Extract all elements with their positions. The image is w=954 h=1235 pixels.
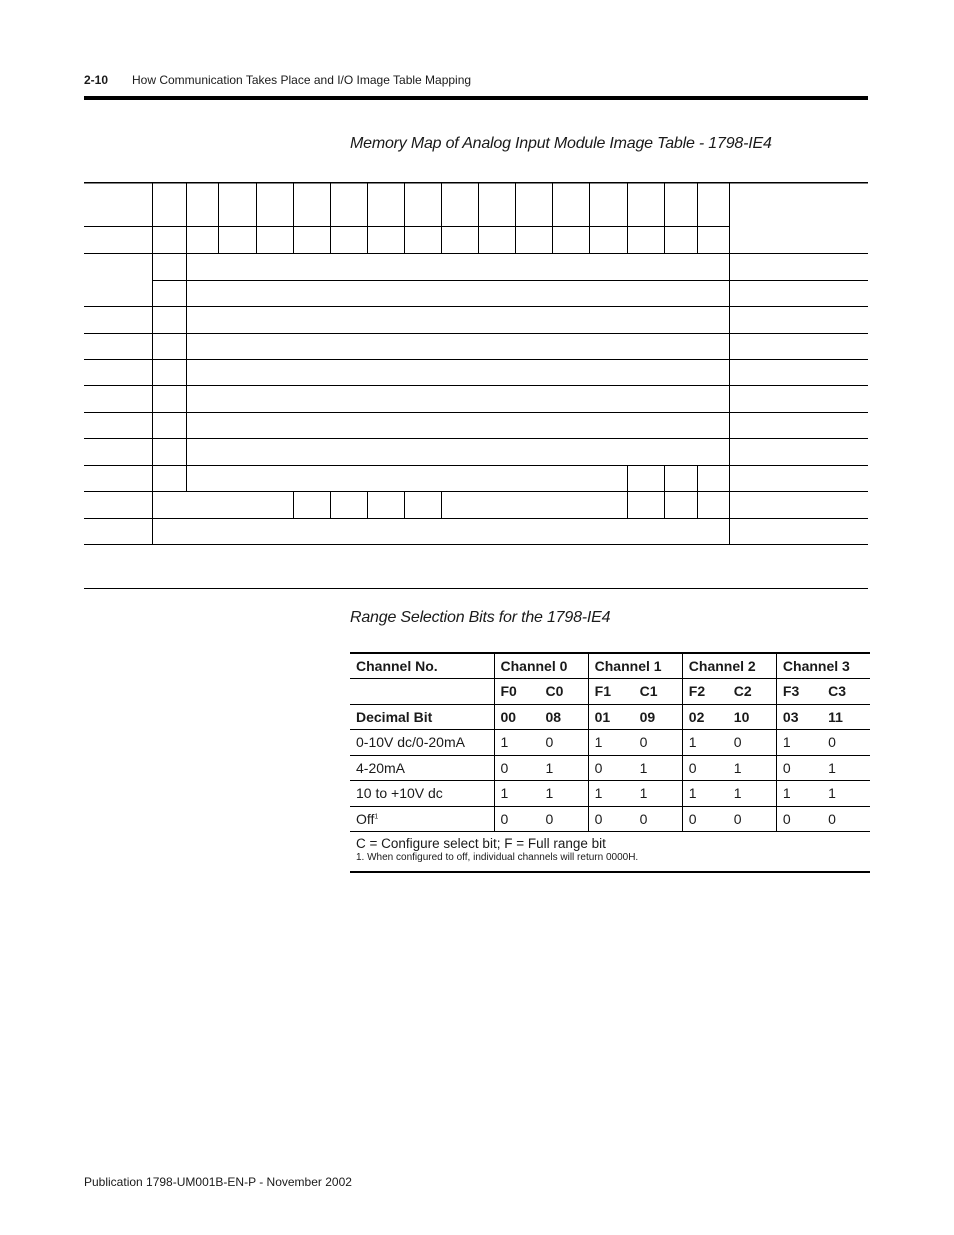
section-title: How Communication Takes Place and I/O Image Table Mapping bbox=[132, 73, 472, 87]
bit-value: 0 bbox=[822, 806, 870, 832]
channel-header-row bbox=[350, 653, 870, 679]
table-row bbox=[350, 755, 870, 781]
bit-legend: C = Configure select bit; F = Full range bit bbox=[356, 836, 606, 851]
bit-value: 1 bbox=[728, 755, 777, 781]
channel-no-label: Channel No. bbox=[350, 653, 494, 679]
bit-name-row bbox=[350, 679, 870, 705]
channel-header: Channel 0 bbox=[494, 653, 588, 679]
table-footnotes bbox=[350, 832, 870, 872]
decimal-bit-cell: 09 bbox=[634, 704, 683, 730]
decimal-bit-label: Decimal Bit bbox=[350, 704, 494, 730]
range-table-caption: Range Selection Bits for the 1798-IE4 bbox=[350, 609, 611, 626]
bit-value: 0 bbox=[822, 730, 870, 756]
bit-value: 0 bbox=[494, 806, 540, 832]
range-selection-table bbox=[350, 652, 870, 873]
bit-value: 0 bbox=[588, 755, 634, 781]
bit-value: 0 bbox=[540, 806, 589, 832]
bit-value: 0 bbox=[634, 806, 683, 832]
bit-value: 0 bbox=[588, 806, 634, 832]
bit-value: 1 bbox=[822, 755, 870, 781]
range-label: 10 to +10V dc bbox=[350, 781, 494, 807]
channel-header: Channel 1 bbox=[588, 653, 682, 679]
publication-footer: Publication 1798-UM001B-EN-P - November 2002 bbox=[84, 1175, 352, 1189]
bit-value: 0 bbox=[494, 755, 540, 781]
bit-value: 1 bbox=[776, 730, 822, 756]
bit-value: 1 bbox=[494, 781, 540, 807]
bit-value: 0 bbox=[776, 806, 822, 832]
range-label: 0-10V dc/0-20mA bbox=[350, 730, 494, 756]
bit-value: 1 bbox=[540, 781, 589, 807]
bit-value: 1 bbox=[682, 730, 728, 756]
bit-value: 0 bbox=[728, 730, 777, 756]
table-row bbox=[350, 781, 870, 807]
bit-value: 1 bbox=[634, 781, 683, 807]
decimal-bit-cell: 03 bbox=[776, 704, 822, 730]
decimal-bit-cell: 00 bbox=[494, 704, 540, 730]
bit-value: 1 bbox=[540, 755, 589, 781]
bit-value: 1 bbox=[634, 755, 683, 781]
decimal-bit-cell: 10 bbox=[728, 704, 777, 730]
bit-name-cell: F0 bbox=[494, 679, 540, 705]
memory-map-table bbox=[84, 182, 870, 592]
bit-name-cell: C3 bbox=[822, 679, 870, 705]
bit-value: 1 bbox=[728, 781, 777, 807]
bit-value: 0 bbox=[540, 730, 589, 756]
bit-value: 1 bbox=[588, 730, 634, 756]
bit-name-cell: C0 bbox=[540, 679, 589, 705]
bit-name-cell: F1 bbox=[588, 679, 634, 705]
range-label: 4-20mA bbox=[350, 755, 494, 781]
decimal-bit-row bbox=[350, 704, 870, 730]
page-number: 2-10 bbox=[84, 73, 109, 87]
bit-value: 0 bbox=[682, 755, 728, 781]
decimal-bit-cell: 08 bbox=[540, 704, 589, 730]
decimal-bit-cell: 02 bbox=[682, 704, 728, 730]
range-label-text: Off bbox=[356, 810, 375, 827]
bit-value: 1 bbox=[822, 781, 870, 807]
bit-value: 0 bbox=[776, 755, 822, 781]
footnote-text: 1. When configured to off, individual channels will return 0000H. bbox=[356, 852, 639, 863]
channel-header: Channel 2 bbox=[682, 653, 776, 679]
bit-name-cell: C2 bbox=[728, 679, 777, 705]
memory-map-caption: Memory Map of Analog Input Module Image Table - 1798-IE4 bbox=[350, 135, 772, 152]
bit-value: 1 bbox=[682, 781, 728, 807]
table-row bbox=[350, 730, 870, 756]
table-row bbox=[350, 806, 870, 832]
bit-value: 1 bbox=[776, 781, 822, 807]
bit-value: 1 bbox=[494, 730, 540, 756]
range-label bbox=[350, 806, 494, 832]
bit-value: 0 bbox=[634, 730, 683, 756]
empty-cell bbox=[350, 679, 494, 705]
decimal-bit-cell: 01 bbox=[588, 704, 634, 730]
bit-value: 0 bbox=[682, 806, 728, 832]
footnote-marker: 1 bbox=[374, 813, 379, 821]
bit-name-cell: C1 bbox=[634, 679, 683, 705]
decimal-bit-cell: 11 bbox=[822, 704, 870, 730]
bit-value: 0 bbox=[728, 806, 777, 832]
bit-name-cell: F2 bbox=[682, 679, 728, 705]
bit-value: 1 bbox=[588, 781, 634, 807]
header-rule bbox=[84, 96, 868, 100]
table-footer-row bbox=[350, 832, 870, 872]
channel-header: Channel 3 bbox=[776, 653, 870, 679]
bit-name-cell: F3 bbox=[776, 679, 822, 705]
